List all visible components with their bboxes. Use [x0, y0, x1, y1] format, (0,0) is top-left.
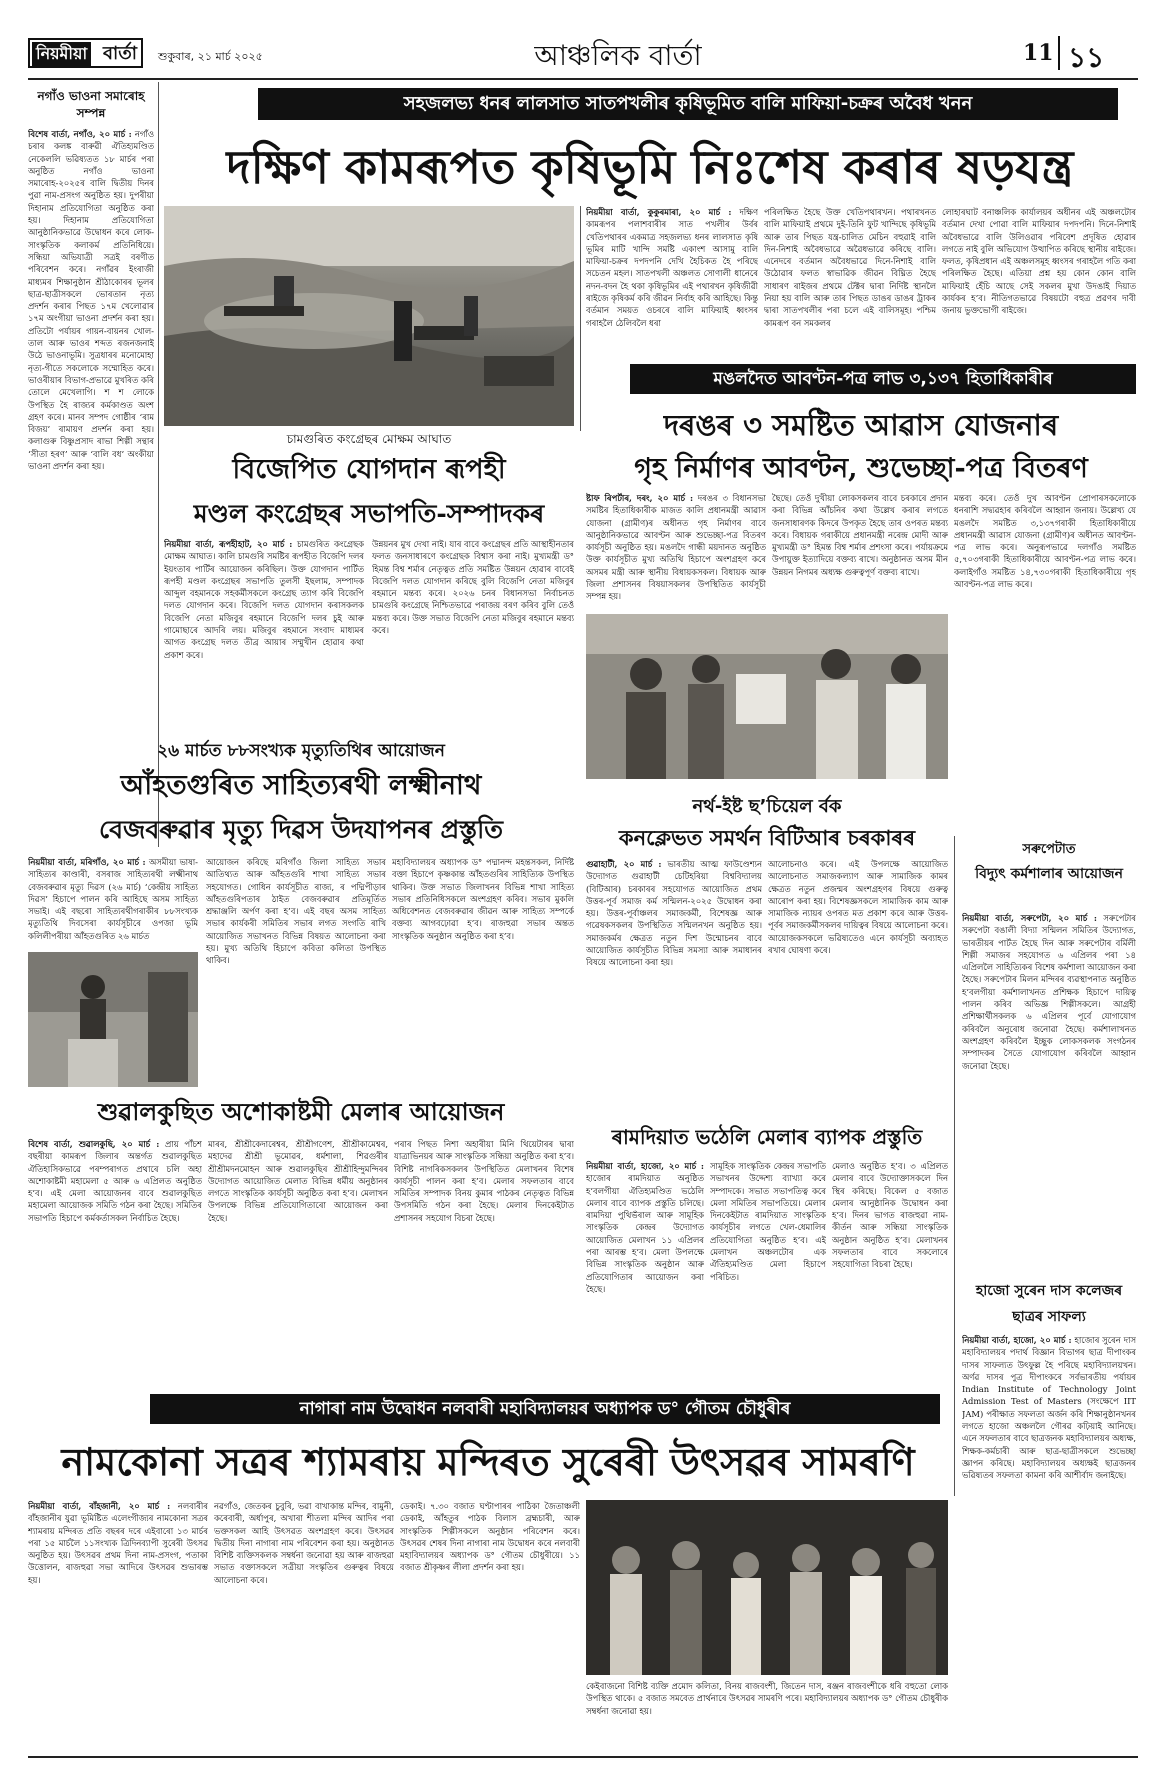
housing-story-col3: মন্তব্য কৰে। তেওঁ দুখ আবণ্টন প্ৰোপাৰসকলোকে ধনৰাশি সদ্ব্যৱহাৰ কৰিবলৈ আহ্বান জনায়। উল্লেখ্য যে মঙলদৈ সমষ্টিত ৩,১৩৭গৰাকী হিতাধিকাৰীয়ে প্ৰধানমন্ত্ৰী আৱাস যোজনা (গ্ৰামীণ)ৰ অধীনত আবণ্টন-পত্ৰ লাভ কৰে। অনুৰূপভাৱে দলগাঁও সমষ্টিত ৫,৭০৩গৰাকী হিতাধিকাৰীয়ে আবণ্টন-পত্ৰ লাভ কৰে। কলাইগাঁও সমষ্টিত ১৪,৭৩০গৰাকী হিতাধিকাৰীয়ে গৃহ আবণ্টন-পত্ৰ লাভ কৰে।	[954, 493, 1136, 590]
congress-story-byline: নিয়মীয়া বাৰ্তা, ৰূপহীহাট, ২০ মাৰ্চ :	[164, 539, 293, 549]
namkona-byline: নিয়মীয়া বাৰ্তা, বাঁহজানী, ২০ মাৰ্চ :	[28, 1501, 171, 1511]
statue-image	[28, 952, 198, 1087]
lakshminath-statue-photo	[28, 952, 198, 1087]
ashokastami-col3: পৰাৰ পিছত নিশা অহাৰীয়া মিনি থিয়েটাৰৰ দ্বাৰা যাত্ৰাভিনয়ৰ আৰু সাংস্কৃতিক সন্ধিয়া অনুষ্ঠিত কৰা হ’ব। বিশিষ্ট নাগৰিকসকলৰ উপস্থিতিত মেলাখনৰ বিশেষ কাৰ্যসূচী পালন কৰা হ’ব। মেলাৰ সফলতাৰ বাবে সমিতিৰ সম্পাদক বিনয় কুমাৰ পাঠকৰ নেতৃত্বত বিভিন্ন উপসমিতি গঠন কৰা হৈছে। মেলাৰ দিনকেইটাত প্ৰশাসনৰ সহযোগ বিচৰা হৈছে।	[394, 1139, 574, 1223]
left-story-body	[28, 128, 154, 838]
housing-kicker: মঙলদৈত আবণ্টন-পত্ৰ লাভ ৩,১৩৭ হিতাধিকাৰীৰ	[630, 364, 1136, 394]
festival-crowd-image	[586, 1500, 948, 1675]
rural-byline: গুৱাহাটী, ২০ মাৰ্চ :	[586, 859, 662, 869]
congress-story-col2: উন্নয়নৰ মুখ দেখা নাই। যাৰ বাবে কংগ্ৰেছৰ প্ৰতি আস্থাহীনতাৰ ফলত জনসাধাৰণে কংগ্ৰেছক বিশ্বাস কৰা নাই। মুখ্যমন্ত্ৰী ড° হিমন্ত বিশ্ব শৰ্মাৰ নেতৃত্বত প্ৰতি সমষ্টিত উন্নয়ন হোৱাৰ বাবেই বিজেপি দলত যোগদান কৰিছে বুলি বিজেপি নেতা মজিবুৰ ৰহমানে মন্তব্য কৰে। ২০২৬ চনৰ বিধানসভা নিৰ্বাচনত চামগুৰি কংগ্ৰেছে নিশ্চিতভাৱে পৰাজয় বৰণ কৰিব বুলি তেওঁ মন্তব্য কৰে। উক্ত সভাত বিজেপি নেতা মজিবুৰ ৰহমানে মন্তব্য কৰে।	[372, 539, 574, 636]
right-story-text: সৰুপেটাৰ সৰুপেটা বঙালী বিদ্যা সন্মিলন সমিতিৰ উদ্যোগত, ভাৰতীয়ৰ পাৰ্টত হৈছে দিন আৰু সৰুপেটাৰ বৰ্মিলী শিল্পী সমাজৰ সহযোগত ৬ এপ্ৰিলৰ পৰা ১৪ এপ্ৰিললৈ সাহিত্যিকৰ বিশেষ কৰ্মশালা আয়োজন কৰা হৈছে। সৰুপেটাৰ মিলন মন্দিৰৰ ব্যৱস্থাপনাত অনুষ্ঠিত হ’বলগীয়া কৰ্মশালাখনত প্ৰশিক্ষক হিচাপে দায়িত্ব পালন কৰিব অভিজ্ঞ শিল্পীসকলে। আগ্ৰহী প্ৰশিক্ষাৰ্থীসকলক ৬ এপ্ৰিলৰ পূৰ্বে যোগাযোগ কৰিবলৈ অনুৰোধ জনোৱা হৈছে। কৰ্মশালাখনত অংশগ্ৰহণ কৰিবলৈ ইচ্ছুক লোকসকলক সংগঠনৰ সম্পাদকৰ সৈতে যোগাযোগ কৰিবলৈ আহ্বান জনোৱা হৈছে।	[962, 913, 1136, 1071]
lakshminath-kicker: ২৬ মাৰ্চত ৮৮সংখ্যক মৃত্যুতিথিৰ আয়োজন	[157, 741, 445, 761]
right-story-headline: বিদ্যুৎ কৰ্মশালাৰ আয়োজন	[975, 866, 1123, 882]
congress-story-col1	[164, 538, 364, 733]
lead-story-rule	[580, 206, 581, 431]
right-column-rule	[954, 836, 955, 1496]
namkona-col2: নৱগাঁও, জেতকৰ চুবুৰি, ভৱা বাখাকান্ত মন্দিৰ, বামুনী, কৰেবাৰী, অৰ্ধাপুৰ, অখাৰা শীতলা মন্দিৰ আদিৰ পৰা ভক্তসকল আহি উৎসৱত অংশগ্ৰহণ কৰে। উৎসৱৰ দ্বিতীয় দিনা নাগাৰা নাম পৰিবেশন কৰা হয়। অনুষ্ঠানত বিশিষ্ট ব্যক্তিসকলক সম্বৰ্ধনা জনোৱা হয় আৰু ৰাজহুৱা সভাত বক্তাসকলে সত্ৰীয়া সংস্কৃতিৰ গুৰুত্বৰ বিষয়ে আলোচনা কৰে।	[214, 1501, 394, 1585]
sand-mining-scene-image	[164, 206, 574, 426]
left-story-text: নগাঁও চৰাৰ কলঙ্ক বাৰুৱী ঐতিহ্যমণ্ডিত নেকেললি ভৱিষ্যতত ১৮ মাৰ্চৰ পৰা অনুষ্ঠিত নগাঁও ভাওনা সমাৰোহ-২০২৫ৰ বালি দ্বিতীয় দিনৰ পুৱা নাম-প্ৰসংগ অনুষ্ঠিত হয়। দুপৰীয়া দিহানাম প্ৰতিযোগিতা অনুষ্ঠিত কৰা হয়। দিহানাম প্ৰতিযোগিতা আনুষ্ঠানিকভাৱে উদ্বোধন কৰে লোক-সাংস্কৃতিক কলাকৰ্ম প্ৰতিনিধিয়ে। সন্ধিয়া অভিযাত্ৰী সত্ৰই বৰণীত পৰিবেশন কৰে। নগাঁৱৰ ইংৰাজী মাধ্যমৰ শিক্ষানুষ্ঠান শ্ৰীঠাকোৰৰ ভূলৰ ছাত্ৰ-ছাত্ৰীসকলে ভোৰতান নৃত্য প্ৰদৰ্শন কৰাৰ পিছত ১৭ম খেলোৱাৰ ১৭ম অংগীয়া ভাওনা প্ৰদৰ্শন কৰা হয়। প্ৰতিটো পৰ্যায়ৰ গায়ন-বায়নৰ খোল-তাল আৰু ভাওৰ শব্দত ৰজনজনাই উঠে ভাওনাভূমি। সুত্ৰধাৰৰ মনোমোহা নৃত্য-গীতে সকলোকে সম্মোহিত কৰে। ভাওৰীয়াৰ বিভাগ-প্ৰভাৱে মুখৰিত কৰি তোলে মেখেলাগি। শ শ লোকে উপস্থিত হৈ ৰাজ্যৰ কৰ্মকাণ্ডত অংশ গ্ৰহণ কৰে। মানব সম্পদ গোষ্ঠীৰ ‘ৰাম বিজয়’ ৰামায়ণ প্ৰদৰ্শন কৰা হয়। কলাগুৰু বিষ্ণুপ্ৰসাদ ৰাভা শিল্পী সন্থাৰ ‘সীতা হৰণ’ আৰু ‘বালি বধ’ অংকীয়া ভাওনা প্ৰদৰ্শন কৰা হয়।	[28, 129, 154, 472]
page-number-divider	[1058, 36, 1060, 70]
congress-headline-2: মণ্ডল কংগ্ৰেছৰ সভাপতি-সম্পাদকৰ	[193, 499, 545, 528]
ramdia-byline: নিয়মীয়া বাৰ্তা, হাজো, ২০ মাৰ্চ :	[586, 1161, 704, 1171]
congress-photo-caption: চামগুৰিত কংগ্ৰেছৰ মোক্ষম আঘাত	[286, 432, 452, 446]
right-story-body	[962, 912, 1136, 1272]
logo-right: বাৰ্তা	[103, 43, 137, 64]
housing-story-col2: ছৈছে। তেওঁ দুখীয়া লোকসকলৰ বাবে চৰকাৰে প্ৰদান কৰা বিভিন্ন আঁচনিৰ কথা উল্লেখ কৰাৰ লগতে জনসাধাৰণক কিদৰে উপকৃত হৈছে তাৰ ওপৰত মন্তব্য কৰে। বিধায়ক গৰাকীয়ে প্ৰধানমন্ত্ৰী নৰেন্দ্ৰ মোদী আৰু মুখ্যমন্ত্ৰী ড° হিমন্ত বিশ্ব শৰ্মাৰ প্ৰশংসা কৰে। পৰ্যায়ক্ৰমে উপায়ুক্ত ইত্যাদিয়ে বক্তব্য ৰাখে। অনুষ্ঠানত অসম মীন উন্নয়ন নিগমৰ অধ্যক্ষ গুৰুত্বপূৰ্ণ বক্তব্য ৰাখে।	[772, 493, 948, 577]
logo	[28, 38, 143, 68]
lakshminath-col3: মহাবিদ্যালয়ৰ অধ্যাপক ড° পদ্মানন্দ মহন্তসকল, নিৰ্দিষ্ট বক্তা হিচাপে কৃষ্ণকান্ত আঁহতগুৰিৰ সাহিত্যিক উপস্থিত থাকিব। উক্ত সভাত জিলাখনৰ বিভিন্ন শাখা সাহিত্য সভাৰ প্ৰতিনিধিসকলে অংশগ্ৰহণ কৰিব। সভাৰ মুকলি অধিবেশনত বেজবৰুৱাৰ জীৱন আৰু সাহিত্য সম্পৰ্কে বক্তব্য আগবঢ়োৱা হ’ব। ৰাজহুৱা সভাৰ অন্তত সাংস্কৃতিক অনুষ্ঠান অনুষ্ঠিত কৰা হ’ব।	[392, 857, 574, 941]
issue-date: শুকুবাৰ, ২১ মাৰ্চ ২০২৫	[158, 50, 263, 63]
lakshminath-col1	[28, 856, 198, 948]
logo-left: নিয়মীয়া	[32, 42, 91, 66]
rural-kicker: নৰ্থ-ইষ্ট ছ’চিয়েল ৰ্বক	[692, 796, 842, 817]
page-number-native: ১১	[1068, 41, 1105, 74]
section-title: আঞ্চলিক বাৰ্তা	[534, 39, 702, 72]
ashokastami-col1-text: প্ৰায় পাঁচশ বছৰীয়া কামৰূপ জিলাৰ অন্তৰ্গত শুৱালকুছিত ঐতিহাসিকভাৱে পৰম্পৰাগত প্ৰথাৰে চলি অহা অশোকাষ্টমী মহামেলা ৫ আৰু ৬ এপ্ৰিলত অনুষ্ঠিত হ’ব। এই মেলা আয়োজনৰ বাবে শুৱালকুছিত মহামেলা আয়োজক সমিতি গঠন কৰা হৈছে। সমিতিৰ সভাপতি হিচাপে কৰ্মকৰ্তাসকল নিৰ্বাচিত হৈছে।	[28, 1139, 202, 1223]
hajo-body	[962, 1334, 1136, 1744]
ashokastami-col2: মাৰৰ, শ্ৰীশ্ৰীকেদাৰেশ্বৰ, শ্ৰীশ্ৰীগণেশ, শ্ৰীশ্ৰীকামেশ্বৰ, মহাদেৱ শ্ৰীশ্ৰী ভূমোৱৰ, ধৰ্মশালা, শিৱগুৰীৰ শ্ৰীশ্ৰীমদনমোহন আৰু শুৱালকুছিৰ শ্ৰীশ্ৰীহিন্দুমন্দিৰৰ উদ্যোগত আয়োজিত মেলাত বিভিন্ন ধৰ্মীয় অনুষ্ঠানৰ লগতে সাংস্কৃতিক কাৰ্যসূচী অনুষ্ঠিত কৰা হ’ব। মেলাখন উপলক্ষে বিভিন্ন প্ৰতিযোগিতাৰো আয়োজন কৰা হৈছে।	[208, 1139, 388, 1223]
lakshminath-col2: আয়োজন কৰিছে মৰিগাঁও জিলা সাহিত্য সভাৰ আতিথ্যত আৰু আঁহতগুৰি শাখা সাহিত্য সভাৰ সহযোগত। গোধিন কাৰ্যসূচীত ৰাজ্য, ৰ পদ্মিপীড়াৰ আঁহতগুৰিপতাৰ ঠাইত বেজবৰুৱাৰ প্ৰতিমূৰ্তিত শ্ৰদ্ধাঞ্জলি অৰ্পণ কৰা হ’ব। এই বছৰ অসম সাহিত্য সভাৰ কাৰ্যকৰী সমিতিৰ সভাৰ লগত সংগতি ৰাখি আয়োজিত সভাখনত বিভিন্ন বিষয়ত আলোচনা কৰা হয়। মুখ্য অতিথি হিচাপে কবিতা কলিতা উপস্থিত থাকিব।	[206, 857, 386, 966]
lead-story-col2: পৰিলক্ষিত হৈছে উক্ত খেতিপথাৰখন। পথাৰখনত বালি মাফিয়াই প্ৰথমে দুই-তিনি ফুট খান্দিছে কৃষিভূমি আৰু তাৰ পিছত যন্ত্ৰ-চালিত মেচিন বহুৱাই বালি দিন-নিশাই অবৈধভাৱে অৱৈধভাৱে কৰিছে বালি। এনেদৰে বৰ্তমান অবৈধভাৱে দিনে-নিশাই বালি উঠোৱাৰ ফলত স্বাভাৱিক জীৱন বিঘ্নিত হৈছে সাধাৰণ ৰাইজৰ প্ৰথমে টেক্টৰ দ্বাৰা নিৰ্দিষ্ট স্থানলৈ নিয়া হয় বালি আৰু তাৰ পিছত ডাঙৰ ডাঙৰ ট্ৰাকৰ দ্বাৰা সাতপখলীৰ পৰা চলে এই বালিসমূহ। পশ্চিম কামৰূপ বন সমকলৰ	[764, 207, 936, 328]
namkona-photo	[586, 1500, 948, 1675]
namkona-col1	[28, 1500, 208, 1750]
ashokastami-headline: শুৱালকুছিত অশোকাষ্টমী মেলাৰ আয়োজন	[97, 1097, 505, 1126]
housing-headline-1: দৰঙৰ ৩ সমষ্টিত আৱাস যোজনাৰ	[663, 408, 1059, 442]
right-story-byline: নিয়মীয়া বাৰ্তা, সৰুপেটা, ২০ মাৰ্চ :	[962, 913, 1097, 923]
lead-story-byline: নিয়মীয়া বাৰ্তা, কুকুৰমাৰা, ২০ মাৰ্চ :	[586, 207, 732, 217]
ramdia-col3: মেলাও অনুষ্ঠিত হ’ব। ৩ এপ্ৰিলত মেলাৰ বাবে উদ্যোক্তাসকলে দিন স্থিৰ কৰিছে। বিকেল ৫ বজাত মেলাৰ আনুষ্ঠানিক উদ্বোধন কৰা হ’ব। দিনৰ ভাগত ৰাজহুৱা নাম-কীৰ্তন আৰু সন্ধিয়া সাংস্কৃতিক অনুষ্ঠান অনুষ্ঠিত হ’ব। মেলাখনৰ সফলতাৰ বাবে সকলোৰে সহযোগিতা বিচৰা হৈছে।	[832, 1161, 948, 1270]
namkona-col1-text: নলবাৰীৰ বাঁহজানীৰ যুৱা ভূমিষ্টিত এলেংগীজ্যৰ নামকোনা সত্ৰৰ শ্যামৰায় মন্দিৰত প্ৰতি বছৰৰ দৰে এইবাৰো ১৩ মাৰ্চৰ পৰা ১৫ মাৰ্চলৈ ১১সংখ্যক ত্ৰিদিনব্যাপী সুৰেৰী উৎসৱ অনুষ্ঠিত হয়। উৎসৱৰ প্ৰথম দিনা নাম-প্ৰসংগ, পতাকা উত্তোলন, ৰাজহুৱা সভা আদিৰে উৎসৱৰ শুভাৰম্ভ হয়।	[28, 1501, 208, 1585]
right-story-kicker: সৰুপেটাত	[1022, 842, 1076, 857]
lead-headline: দক্ষিণ কামৰূপত কৃষিভূমি নিঃশেষ কৰাৰ ষড়যন্ত্ৰ	[226, 140, 1074, 194]
lakshminath-byline: নিয়মীয়া বাৰ্তা, মৰিগাঁও, ২০ মাৰ্চ :	[28, 857, 146, 867]
housing-headline-2: গৃহ নিৰ্মাণৰ আবণ্টন, শুভেচ্ছা-পত্ৰ বিতৰণ	[634, 453, 1088, 484]
bottom-rule	[28, 1756, 1138, 1758]
hajo-headline: হাজো সুৰেন দাস কলেজৰ ছাত্ৰৰ সাফল্য	[975, 1283, 1123, 1325]
hajo-byline: নিয়মীয়া বাৰ্তা, হাজো, ২০ মাৰ্চ :	[962, 1335, 1072, 1345]
rural-col2: আলোচনাও কৰে। এই উপলক্ষে আয়োজিত আলোচনাত সমাজকল্যাণ আৰু সামাজিক কামৰ ক্ষেত্ৰত নতুন প্ৰজন্মৰ অংশগ্ৰহণৰ বিষয়ে গুৰুত্ব আৰোপ কৰা হয়। বিশেষজ্ঞসকলে সামাজিক কাম আৰু সামাজিক ন্যায়ৰ ওপৰত মত প্ৰকাশ কৰে আৰু উত্তৰ-পূৰ্বৰ সমাজকৰ্মীসকলৰ দায়িত্বৰ বিষয়ে আলোচনা কৰে। আয়োজকসকলে ভৱিষ্যতেও এনে কাৰ্যসূচী অব্যাহত ৰখাৰ ঘোষণা কৰে।	[768, 859, 948, 956]
ramdia-headline: ৰামদিয়াত ভঠেলি মেলাৰ ব্যাপক প্ৰস্তুতি	[611, 1125, 923, 1149]
namkona-kicker: নাগাৰা নাম উদ্বোধন নলবাৰী মহাবিদ্যালয়ৰ অধ্যাপক ড° গৌতম চৌধুৰীৰ	[150, 1394, 940, 1424]
lead-story-col3: লোহাৰঘাট বনাঞ্চলিক কাৰ্যালয়ৰ অধীনৰ এই অঞ্চলটোৰ বৰ্তমান দেখা পোৱা বালি মাফিয়াৰ দপদপনি। দিনে-নিশাই অবৈধভাৱে বালি উলিওৱাৰ পৰিবেশ প্ৰদূষিত হোৱাৰ লগতে নাই বুলি অভিযোগ উত্থাপিত কৰিছে স্থানীয় ৰাইজে। ফলত, কৃষিপ্ৰধান এই অঞ্চলসমূহ ধ্বংসৰ গৰাহলৈ গতি কৰা পৰিলক্ষিত হৈছে। এতিয়া প্ৰশ্ন হয় কোন কোন বালি মাফিয়াই হেঁচি আছে সেই সকলৰ মুখা উদঙাই দিয়াত কাৰ্যকৰ হ’ব। নীতিগতভাৱে বিষয়টো বহুত্ৰ প্ৰৱণৰ দাবী জনায় ভুক্তভোগী ৰাইজে।	[942, 207, 1136, 316]
lakshminath-headline-1: আঁহতগুৰিত সাহিত্যৰথী লক্ষ্মীনাথ	[120, 770, 482, 801]
masthead-rule	[28, 78, 1138, 80]
namkona-col3: ডেকাই। ৭.৩০ বজাত ঘণ্টাপাৰৰ পাঠিকা জৈতাঞ্চলী ডেকাই, আঁহতুৰ পাঠক বিলাস ব্ৰহ্মচাৰী, আৰু সাংস্কৃতিক শিল্পীসকলে অনুষ্ঠান পৰিবেশন কৰে। উৎসৱৰ শেষৰ দিনা নাগাৰা নাম উদ্বোধন কৰে নলবাৰী মহাবিদ্যালয়ৰ অধ্যাপক ড° গৌতম চৌধুৰীয়ে। ১১ বজাত শ্ৰীকৃষ্ণৰ লীলা প্ৰদৰ্শন কৰা হয়।	[400, 1501, 580, 1573]
housing-story-col1-text: দৰঙৰ ৩ বিধানসভা সমষ্টিৰ হিতাধিকাৰীক মাজত কালি প্ৰধানমন্ত্ৰী আৱাস যোজনা (গ্ৰামীণ)ৰ অধীনত গৃহ নিৰ্মাণৰ বাবে আনুষ্ঠানিকভাৱে আবণ্টন আৰু শুভেচ্ছা-পত্ৰ বিতৰণ কাৰ্যসূচী অনুষ্ঠিত হয়। মঙলদৈ গান্ধী ময়দানত অনুষ্ঠিত উক্ত কাৰ্যসূচীত মুখ্য অতিথি হিচাপে অংশগ্ৰহণ কৰে অসমৰ মন্ত্ৰী আৰু স্থানীয় বিধায়কসকল। বিধায়ক আৰু জিলা প্ৰশাসনৰ বিষয়াসকলৰ উপস্থিতিত কাৰ্যসূচী সম্পন্ন হয়।	[586, 493, 766, 602]
lead-story-col1-text: দক্ষিণ কামৰূপৰ পলাশবাৰীৰ সাত পখলীৰ উৰ্বৰ খেতিপথাৰৰ একমাত্ৰ সহজলভ্য ধনৰ লালসাত কৃষি ভূমিৰ মাটি খান্দি সমষ্টি একাংশ আসামু বালি মাফিয়া-চক্ৰৰ দপদপনি দেখি হৈচিকত হৈ পৰিছে সচেতন মহল। সাতপখলী অঞ্চলত সোণালী ধানেৰে নদন-বদন হৈ থকা কৃষিভূমিৰ এই পথাৰখন কৃষিজীৱী ৰাইজে কৃষিকৰ্ম কৰি জীৱন নিৰ্বাহ কৰি আহিছে। কিন্তু বৰ্তমান সময়ত ওচৰৰে বালি মাফিয়াই ধ্বংসৰ গৰাহলৈ ঠেলিবলৈ ধৰা	[586, 207, 758, 328]
ramdia-col1	[586, 1160, 704, 1388]
lead-photo	[164, 206, 574, 426]
ramdia-col1-text: হাজোৰ ৰামদিয়াত অনুষ্ঠিত হ’বলগীয়া ঐতিহ্যমণ্ডিত ভঠেলি মেলাৰ বাবে ব্যাপক প্ৰস্তুতি চলিছে। ৰামদিয়া পুথিভঁৰাল আৰু সামূহিক সাংস্কৃতিক কেন্দ্ৰৰ উদ্যোগত আয়োজিত মেলাখন ১১ এপ্ৰিলৰ পৰা আৰম্ভ হ’ব। মেলা উপলক্ষে বিভিন্ন সাংস্কৃতিক অনুষ্ঠান আৰু প্ৰতিযোগিতাৰ আয়োজন কৰা হৈছে।	[586, 1173, 704, 1294]
ashokastami-byline: বিশেষ বাৰ্তা, শুৱালকুছি, ২০ মাৰ্চ :	[28, 1139, 160, 1149]
housing-story-col1	[586, 492, 766, 610]
left-story-headline: নগাঁও ভাওনা সমাৰোহ সম্পন্ন	[37, 89, 145, 120]
lakshminath-headline-2: বেজবৰুৱাৰ মৃত্যু দিৱস উদযাপনৰ প্ৰস্তুতি	[98, 815, 504, 844]
congress-story-col1-text: চামগুৰিত কংগ্ৰেছক মোক্ষম আঘাত। কালি চামগুৰি সমষ্টিৰ ৰূপহীত বিজেপি দলৰ ইয়ংতাৰ পাৰ্টিৰ আয়োজন কৰিছিল। উক্ত যোগদান পাৰ্টিত ৰূপহী মণ্ডল কংগ্ৰেছৰ সভাপতি তুলসী ইছলাম, সম্পাদক আব্দুল বহমানকে সহকৰ্মীসকলে কংগ্ৰেছ ত্যাগ কৰি বিজেপি দলত যোগদান কৰে। বিজেপি দলত যোগদান কৰাসকলক বিজেপি নেতা মজিবুৰ ৰহমানে বিজেপি দলৰ চুই আৰু গামোছাৰে আদৰি লয়। মজিবুৰ ৰহমানে সংবাদ মাধ্যমৰ আগত কংগ্ৰেছ দলত তীব্ৰ আয়াৰ সম্মুখীন হোৱাৰ কথা প্ৰকাশ কৰে।	[164, 539, 364, 660]
page-number-latin: 11	[1023, 40, 1054, 66]
left-story-byline: বিশেষ বাৰ্তা, নগাঁও, ২০ মাৰ্চ :	[28, 129, 132, 139]
rural-col1	[586, 858, 762, 1088]
lead-story-col1	[586, 206, 758, 431]
ramdia-col2: সামূহিক সাংস্কৃতিক কেন্দ্ৰৰ সভাপতি সভাখনৰ উদ্দেশ্য ব্যাখ্যা কৰে সম্পাদকে। সভাত সভাপতিত্ব কৰে মেলা সমিতিৰ সভাপতিয়ে। মেলাৰ দিনকেইটাত ৰামদিয়াত সাংস্কৃতিক কাৰ্যসূচীৰ লগতে খেল-ধেমালিৰ প্ৰতিযোগিতা অনুষ্ঠিত হ’ব। এই মেলাখন অঞ্চলটোৰ এক ঐতিহ্যমণ্ডিত মেলা হিচাপে পৰিচিত।	[710, 1161, 826, 1282]
ashokastami-col1	[28, 1138, 202, 1388]
housing-photo	[586, 614, 948, 779]
housing-story-byline: ষ্টাফ ৰিপৰ্টাৰ, দৰং, ২০ মাৰ্চ :	[586, 493, 694, 503]
namkona-headline: নামকোনা সত্ৰৰ শ্যামৰায় মন্দিৰত সুৰেৰী উৎসৱৰ সামৰণি	[61, 1439, 915, 1484]
namkona-col4: কেইবাজনো বিশিষ্ট ব্যক্তি প্ৰমোদ কলিতা, বিনয় ৰাজবংশী, জিতেন দাস, ৰঞ্জন ৰাজবংশীকে ধৰি বহুতো লোক উপস্থিত থাকে। ৫ বজাত সমবেত প্ৰাৰ্থনাৰে উৎসৱৰ সামৰণি পৰে। মহাবিদ্যালয়ৰ অধ্যাপক ড° গৌতম চৌধুৰীক সম্বৰ্ধনা জনোৱা হয়।	[586, 1681, 948, 1716]
top-kicker: সহজলভ্য ধনৰ লালসাত সাতপখলীৰ কৃষিভূমিত বালি মাফিয়া-চক্ৰৰ অবৈধ খনন	[258, 88, 1118, 120]
ceremony-photo-image	[586, 614, 948, 779]
rural-headline: কনক্লেভত সমৰ্থন বিটিআৰ চৰকাৰৰ	[618, 826, 916, 850]
lakshminath-col1-text: অসমীয়া ভাষা-সাহিত্যৰ কাণ্ডাৰী, বসৰাজ সাহিত্যৰথী লক্ষ্মীনাথ বেজবৰুৱাৰ মৃত্যু দিৱস (২৬ মাৰ্চ) ‘কেন্দ্ৰীয় সাহিত্য দিৱস’ হিচাপে পালন কৰি আহিছে অসম সাহিত্য সভাই। এই বছৰো সাহিত্যৰথীগৰাকীৰ ৮৮সংখ্যক মৃত্যুতিথি দিবসেৰা কাৰ্যসূচীৰে ওপজা ভূমি কলিলীপৰীয়া আঁহতগুৰিত ২৬ মাৰ্চত	[28, 857, 198, 941]
rural-col1-text: ভাৰতীয় আত্ম ফাউণ্ডেশ্যন উদ্যোগত গুৱাহাটী চেটিহৰিয়া বিশ্ববিদ্যালয় (বিটিআৰ) চৰকাৰৰ সহযোগত আয়োজিত প্ৰথম উত্তৰ-পূৰ্ব সমাজ কৰ্ম সন্মিলন-২০২৫ উদ্বোধন কৰা হয়। উত্তৰ-পূৰ্বাঞ্চলৰ সমাজকৰ্মী, বিশেষজ্ঞ আৰু গৱেষকসকলৰ উপস্থিতিত সন্মিলনখন অনুষ্ঠিত হয়। সমাজকৰ্মৰ ক্ষেত্ৰত নতুন দিশ উন্মোচনৰ বাবে আয়োজিত কাৰ্যসূচীত বিভিন্ন সমস্যা আৰু সমাধানৰ বিষয়ে আলোচনা কৰা হয়।	[586, 859, 762, 968]
left-column-rule	[158, 82, 159, 847]
masthead	[28, 30, 1138, 76]
hajo-text: হাজোৰ সুৰেন দাস মহাবিদ্যালয়ৰ পদাৰ্থ বিজ্ঞান বিভাগৰ ছাত্ৰ দীপাংকৰ দাসৰ সাফল্যত উৎফুল্ল হৈ পৰিছে মহাবিদ্যালয়খন। অৰ্ণৱ দাসৰ পুত্ৰ দীপাংকৰে সৰ্বভাৰতীয় পৰ্যায়ৰ Indian Institute of Technology Joint Admission Test of Masters (সংক্ষেপে IIT JAM) পৰীক্ষাত সফলতা অৰ্জন কৰি শিক্ষানুষ্ঠানখনৰ লগতে হাজো অঞ্চললৈ গৌৰৱ কঢ়িয়াই আনিছে। এনে সফলতাৰ বাবে ছাত্ৰজনক মহাবিদ্যালয়ৰ অধ্যক্ষ, শিক্ষক-কৰ্মচাৰী আৰু ছাত্ৰ-ছাত্ৰীসকলে শুভেচ্ছা জ্ঞাপন কৰিছে। মহাবিদ্যালয়ৰ অধ্যক্ষই ছাত্ৰজনৰ ভৱিষ্যতৰ সফলতা কামনা কৰি আশীৰ্বাদ জনাইছে।	[962, 1335, 1136, 1481]
congress-headline-1: বিজেপিত যোগদান ৰূপহী	[232, 454, 506, 485]
